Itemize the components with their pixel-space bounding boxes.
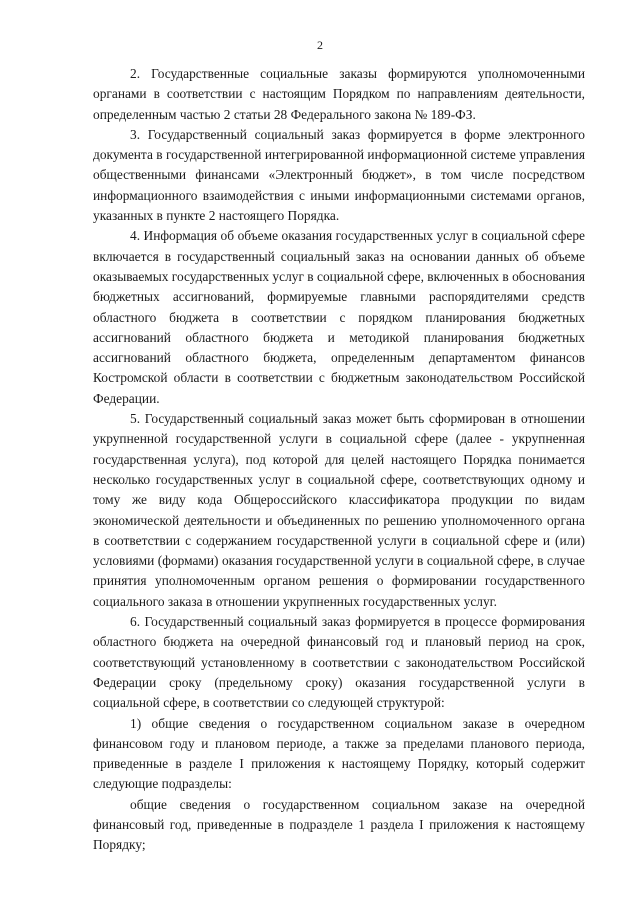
paragraph-6-item-1: 1) общие сведения о государственном социальном заказе в очередном финансовом году и плановом периоде, а также за пределами планового периода, приведенные в разделе I приложения к настоящему Порядку, который содержит следующие подразделы: [93,715,585,792]
paragraph-5: 5. Государственный социальный заказ может быть сформирован в отношении укрупненной государственной услуги в социальной сфере (далее - укрупненная государственная услуга), под которой для целей настоящего Порядка понимается несколько государственных услуг в социальной сфере, соответствующих одному и тому же виду кода Общероссийского классификатора продукции по видам экономической деятельности и объединенных по решению уполномоченного органа в соответствии с содержанием государственной услуги в социальной сфере и (или) условиями (формами) оказания государственной услуги в социальной сфере, в случае принятия уполномоченным органом решения о формировании государственного социального заказа в отношении укрупненных государственных услуг. [93,411,585,609]
paragraph-2: 2. Государственные социальные заказы формируются уполномоченными органами в соответствии с настоящим Порядком по направлениям деятельности, определенным частью 2 статьи 28 Федерального закона № 189-ФЗ. [93,66,585,122]
paragraph-4: 4. Информация об объеме оказания государственных услуг в социальной сфере включается в государственный социальный заказ на основании данных об объеме оказываемых государственных услуг в социальной сфере, включенных в обоснования бюджетных ассигнований, формируемые главными распорядителями средств областного бюджета в соответствии с порядком планирования бюджетных ассигнований областного бюджета и методикой планирования бюджетных ассигнований областного бюджета, определенным департаментом финансов Костромской области в соответствии с бюджетным законодательством Российской Федерации. [93,228,585,406]
paragraph-6: 6. Государственный социальный заказ формируется в процессе формирования областного бюджета на очередной финансовый год и плановый период на срок, соответствующий установленному в соответствии с законодательством Российской Федерации сроку (предельному сроку) оказания государственной услуги в социальной сфере, в соответствии со следующей структурой: [93,614,585,711]
document-body [93,64,585,856]
paragraph-3: 3. Государственный социальный заказ формируется в форме электронного документа в государственной интегрированной информационной системе управления общественными финансами «Электронный бюджет», в том числе посредством информационного взаимодействия с иными информационными системами органов, указанных в пункте 2 настоящего Порядка. [93,126,585,224]
paragraph-6-item-1-subsection: общие сведения о государственном социальном заказе на очередной финансовый год, приведенные в подразделе 1 раздела I приложения к настоящему Порядку; [93,796,585,853]
page-number: 2 [317,38,323,52]
